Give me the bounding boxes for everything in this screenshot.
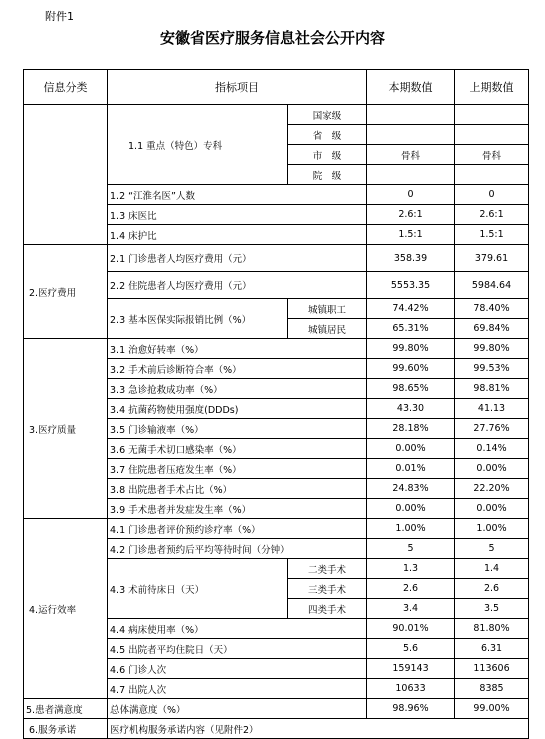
category-cell: 2.医疗费用 — [24, 245, 108, 339]
current-value: 65.31% — [367, 319, 455, 339]
indicator-label: 2.1 门诊患者人均医疗费用（元） — [108, 245, 367, 272]
category-cell: 5.患者满意度 — [24, 699, 108, 719]
current-value: 24.83% — [367, 479, 455, 499]
current-value: 骨科 — [367, 145, 455, 165]
indicator-label: 3.5 门诊输液率（%） — [108, 419, 367, 439]
indicator-label: 4.6 门诊人次 — [108, 659, 367, 679]
current-value: 1.5:1 — [367, 225, 455, 245]
previous-value: 69.84% — [455, 319, 529, 339]
previous-value: 5984.64 — [455, 272, 529, 299]
current-value: 43.30 — [367, 399, 455, 419]
indicator-label: 4.2 门诊患者预约后平均等待时间（分钟） — [108, 539, 367, 559]
indicator-label: 4.4 病床使用率（%） — [108, 619, 367, 639]
indicator-label: 1.4 床护比 — [108, 225, 367, 245]
current-value: 10633 — [367, 679, 455, 699]
sub-label: 城镇职工 — [288, 299, 367, 319]
previous-value: 0.14% — [455, 439, 529, 459]
header-current: 本期数值 — [367, 70, 455, 105]
indicator-label: 3.9 手术患者并发症发生率（%） — [108, 499, 367, 519]
previous-value: 2.6 — [455, 579, 529, 599]
indicator-label: 4.3 术前待床日（天） — [108, 559, 288, 619]
sub-label: 城镇居民 — [288, 319, 367, 339]
previous-value: 41.13 — [455, 399, 529, 419]
attachment-label: 附件1 — [45, 10, 74, 23]
previous-value: 骨科 — [455, 145, 529, 165]
category-cell — [24, 105, 108, 245]
table-row — [24, 339, 529, 359]
indicator-label: 3.7 住院患者压疮发生率（%） — [108, 459, 367, 479]
indicator-label: 2.2 住院患者人均医疗费用（元） — [108, 272, 367, 299]
current-value: 99.80% — [367, 339, 455, 359]
sub-label: 市 级 — [288, 145, 367, 165]
previous-value — [455, 105, 529, 125]
previous-value: 98.81% — [455, 379, 529, 399]
current-value: 74.42% — [367, 299, 455, 319]
current-value — [367, 105, 455, 125]
previous-value: 27.76% — [455, 419, 529, 439]
previous-value — [455, 165, 529, 185]
previous-value: 1.4 — [455, 559, 529, 579]
previous-value — [455, 125, 529, 145]
indicator-label: 3.8 出院患者手术占比（%） — [108, 479, 367, 499]
indicator-label: 4.7 出院人次 — [108, 679, 367, 699]
category-cell: 4.运行效率 — [24, 519, 108, 699]
current-value: 358.39 — [367, 245, 455, 272]
current-value: 159143 — [367, 659, 455, 679]
current-value: 2.6:1 — [367, 205, 455, 225]
current-value: 1.00% — [367, 519, 455, 539]
indicator-label: 3.1 治愈好转率（%） — [108, 339, 367, 359]
previous-value: 99.53% — [455, 359, 529, 379]
header-row — [24, 70, 529, 105]
table-row — [24, 699, 529, 719]
current-value: 90.01% — [367, 619, 455, 639]
previous-value: 1.5:1 — [455, 225, 529, 245]
current-value: 2.6 — [367, 579, 455, 599]
sub-label: 三类手术 — [288, 579, 367, 599]
sub-label: 省 级 — [288, 125, 367, 145]
indicator-label: 总体满意度（%） — [108, 699, 367, 719]
table-row — [24, 719, 529, 739]
previous-value: 0.00% — [455, 459, 529, 479]
indicator-label: 3.6 无菌手术切口感染率（%） — [108, 439, 367, 459]
current-value: 5553.35 — [367, 272, 455, 299]
sub-label: 四类手术 — [288, 599, 367, 619]
indicator-label: 1.3 床医比 — [108, 205, 367, 225]
indicator-label: 4.1 门诊患者评价预约诊疗率（%） — [108, 519, 367, 539]
sub-label: 国家级 — [288, 105, 367, 125]
current-value: 98.65% — [367, 379, 455, 399]
indicator-label: 1.1 重点（特色）专科 — [108, 105, 288, 185]
current-value: 3.4 — [367, 599, 455, 619]
current-value: 5.6 — [367, 639, 455, 659]
indicator-label: 3.4 抗菌药物使用强度(DDDs) — [108, 399, 367, 419]
current-value: 99.60% — [367, 359, 455, 379]
current-value — [367, 125, 455, 145]
previous-value: 8385 — [455, 679, 529, 699]
current-value: 0.01% — [367, 459, 455, 479]
current-value: 0 — [367, 185, 455, 205]
header-category: 信息分类 — [24, 70, 108, 105]
previous-value: 379.61 — [455, 245, 529, 272]
previous-value: 5 — [455, 539, 529, 559]
previous-value: 2.6:1 — [455, 205, 529, 225]
previous-value: 99.00% — [455, 699, 529, 719]
previous-value: 81.80% — [455, 619, 529, 639]
previous-value: 3.5 — [455, 599, 529, 619]
category-cell: 6.服务承诺 — [24, 719, 108, 739]
table-row — [24, 245, 529, 272]
indicator-label: 2.3 基本医保实际报销比例（%） — [108, 299, 288, 339]
current-value: 0.00% — [367, 439, 455, 459]
indicator-label: 3.3 急诊抢救成功率（%） — [108, 379, 367, 399]
current-value: 98.96% — [367, 699, 455, 719]
table-row — [24, 519, 529, 539]
previous-value: 1.00% — [455, 519, 529, 539]
previous-value: 22.20% — [455, 479, 529, 499]
indicator-label: 医疗机构服务承诺内容（见附件2） — [108, 719, 529, 739]
category-cell: 3.医疗质量 — [24, 339, 108, 519]
previous-value: 0 — [455, 185, 529, 205]
header-indicator: 指标项目 — [108, 70, 367, 105]
indicator-label: 4.5 出院者平均住院日（天） — [108, 639, 367, 659]
previous-value: 113606 — [455, 659, 529, 679]
current-value: 1.3 — [367, 559, 455, 579]
current-value: 5 — [367, 539, 455, 559]
current-value — [367, 165, 455, 185]
current-value: 0.00% — [367, 499, 455, 519]
sub-label: 二类手术 — [288, 559, 367, 579]
indicator-label: 3.2 手术前后诊断符合率（%） — [108, 359, 367, 379]
previous-value: 0.00% — [455, 499, 529, 519]
info-table — [23, 69, 529, 739]
page-title: 安徽省医疗服务信息社会公开内容 — [159, 29, 385, 47]
current-value: 28.18% — [367, 419, 455, 439]
table-row — [24, 105, 529, 125]
sub-label: 院 级 — [288, 165, 367, 185]
header-previous: 上期数值 — [455, 70, 529, 105]
previous-value: 6.31 — [455, 639, 529, 659]
indicator-label: 1.2 “江淮名医”人数 — [108, 185, 367, 205]
previous-value: 99.80% — [455, 339, 529, 359]
previous-value: 78.40% — [455, 299, 529, 319]
